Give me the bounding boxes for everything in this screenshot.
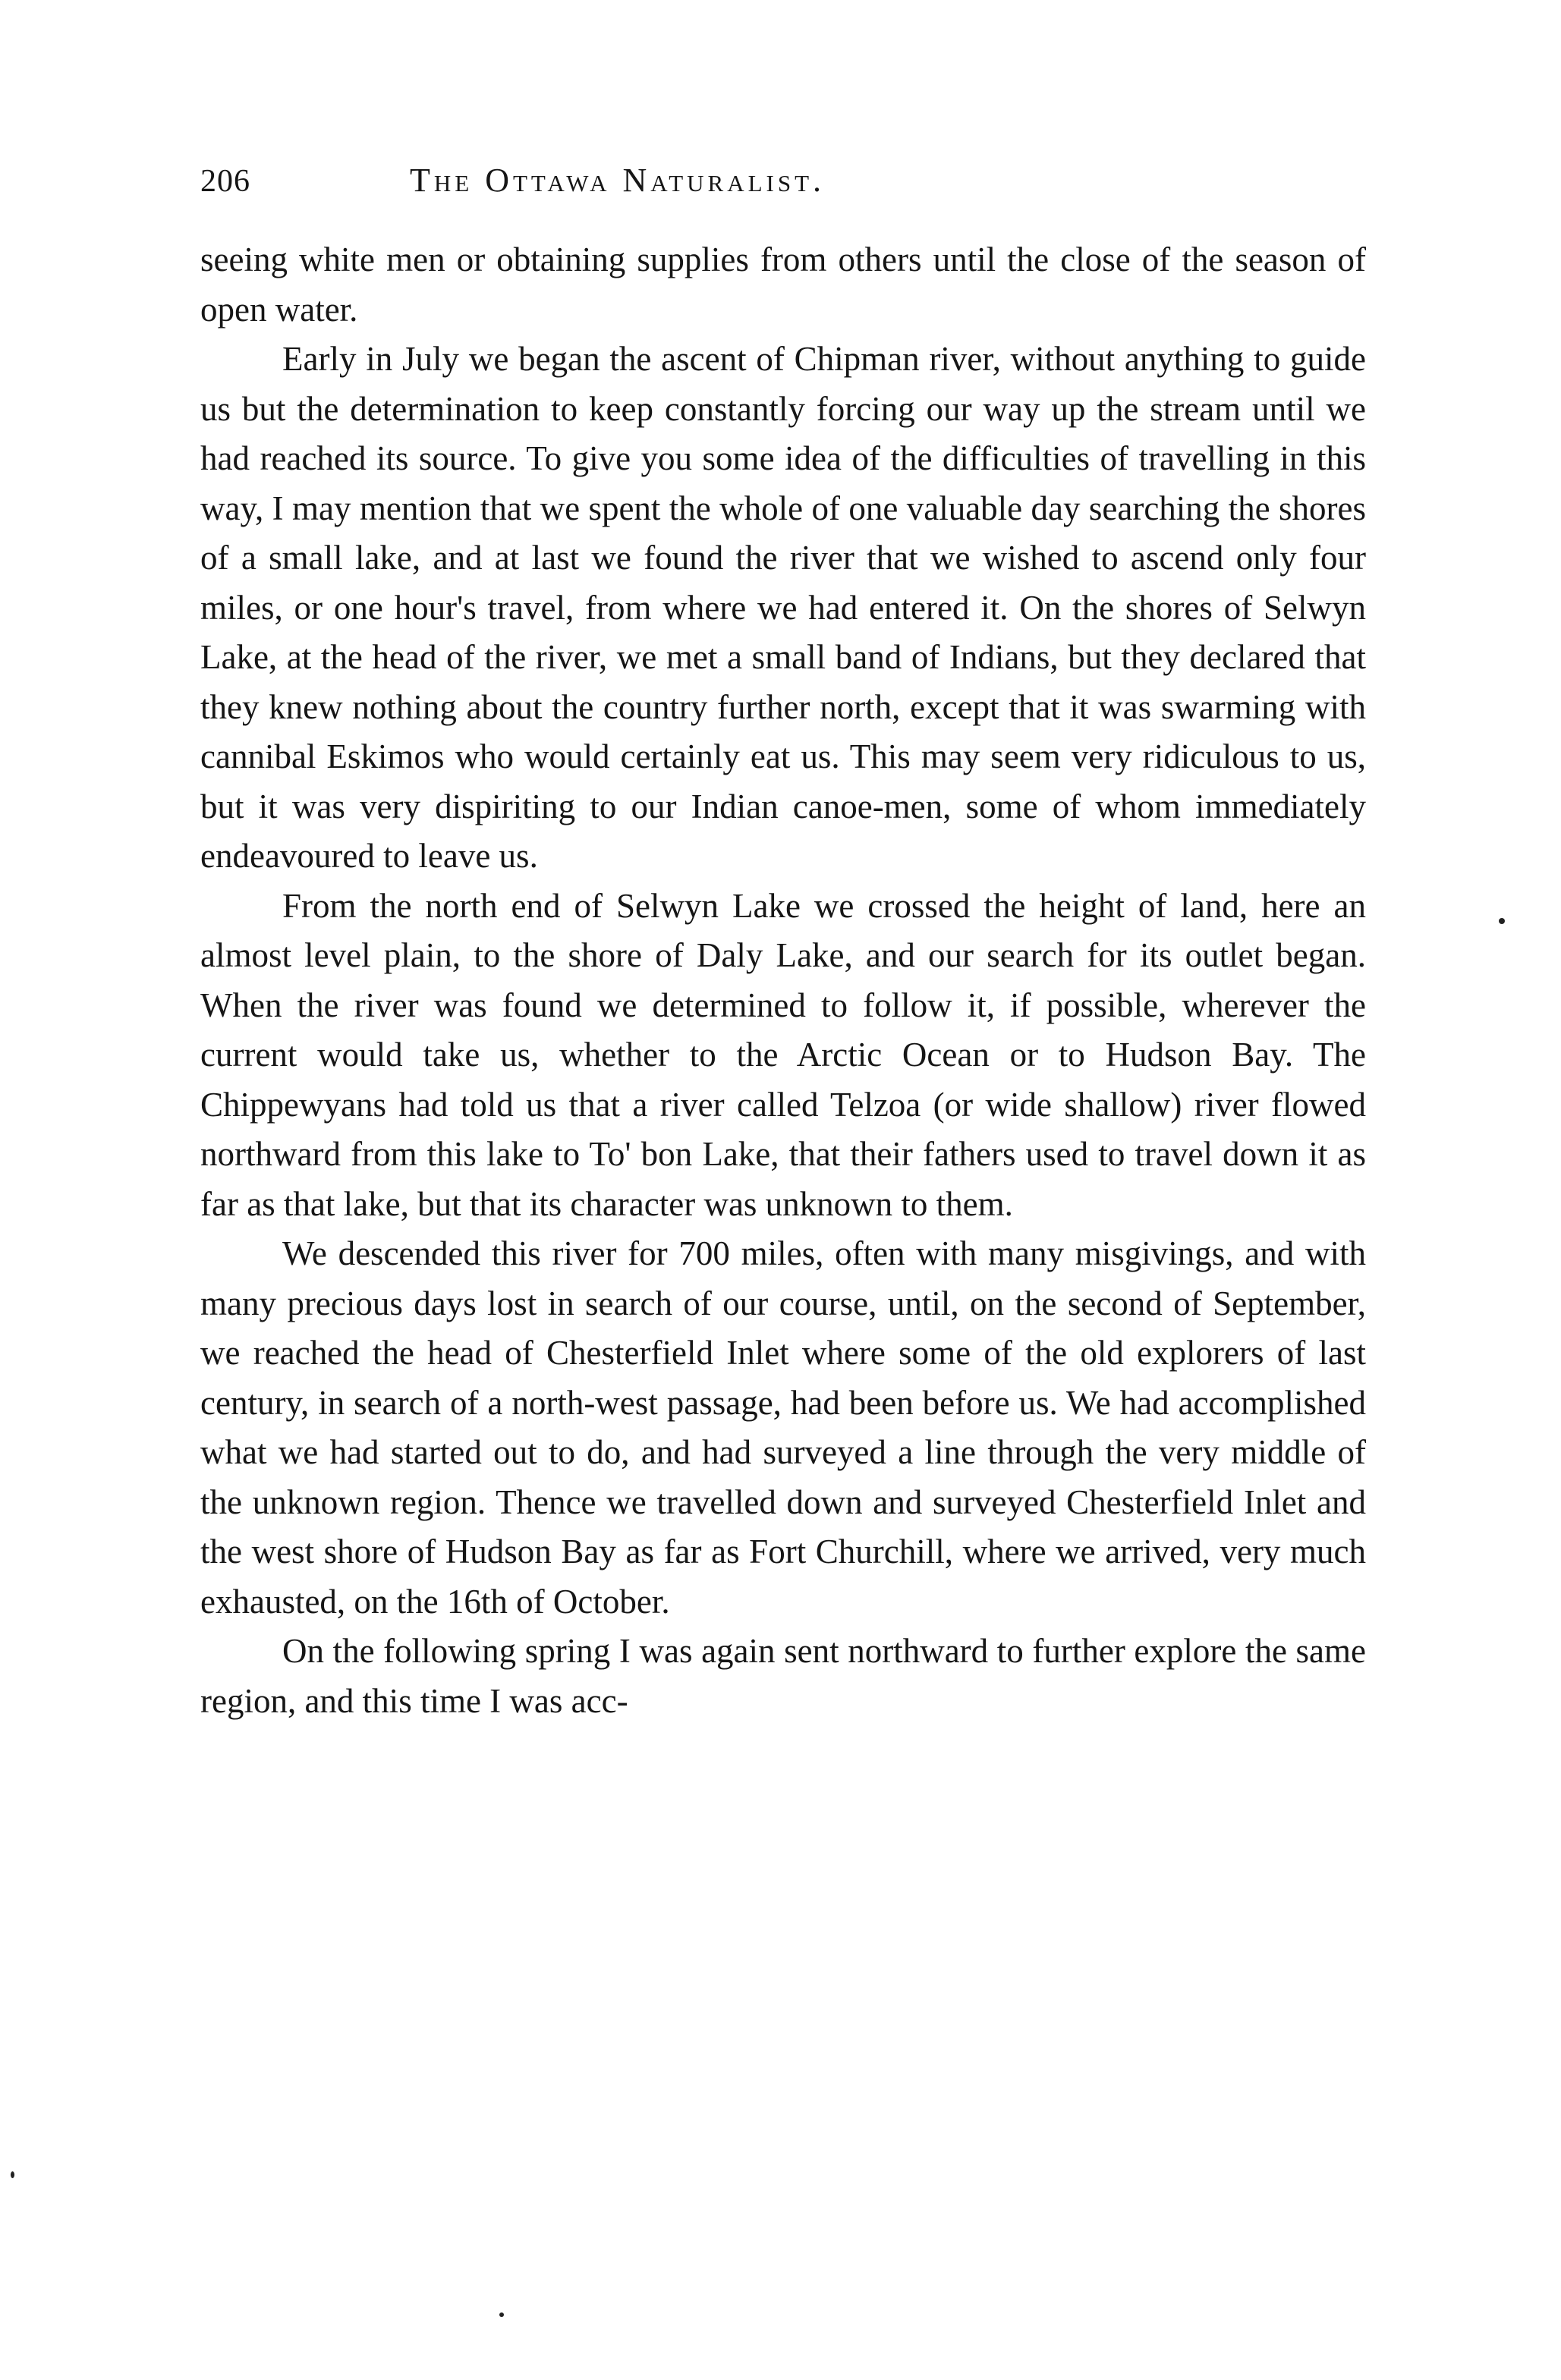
scan-speck: [499, 2312, 504, 2317]
scan-speck: [11, 2171, 14, 2178]
paragraph-selwyn-lake: From the north end of Selwyn Lake we crossed the height of land, here an almost level plain, to the shore of Daly Lake, and our search for its outlet began. When the river was found we determined to follow it, if possible, wherever the current would take us, whether to the Arctic Ocean or to Hudson Bay. The Chippewyans had told us that a river called Telzoa (or wide shallow) river flowed northward from this lake to To' bon Lake, that their fathers used to travel down it as far as that lake, but that its character was unknown to them.: [200, 886, 1366, 1223]
book-page: [200, 161, 1366, 1726]
paragraph-continuation: seeing white men or obtaining supplies from others until the close of the season of open water.: [200, 241, 1366, 329]
paragraph-chipman-river: Early in July we began the ascent of Chipman river, without anything to guide us but the determination to keep constantly forcing our way up the stream until we had reached its source. To give you some idea of the difficulties of travelling in this way, I may mention that we spent the whole of one valuable day searching the shores of a small lake, and at last we found the river that we wished to ascend only four miles, or one hour's travel, from where we had entered it. On the shores of Selwyn Lake, at the head of the river, we met a small band of Indians, but they declared that they knew nothing about the country further north, except that it was swarming with cannibal Eskimos who would certainly eat us. This may seem very ridiculous to us, but it was very dispiriting to our Indian canoe-men, some of whom immediately endeavoured to leave us.: [200, 340, 1366, 875]
page-number: 206: [200, 164, 250, 199]
paragraph-telzoa-river: We descended this river for 700 miles, often with many misgivings, and with many precious days lost in search of our course, until, on the second of September, we reached the head of Chesterfield Inlet where some of the old explorers of last century, in search of a north-west passage, had been before us. We had accomplished what we had started out to do, and had surveyed a line through the very middle of the unknown region. Thence we travelled down and surveyed Chesterfield Inlet and the west shore of Hudson Bay as far as Fort Churchill, where we arrived, very much exhausted, on the 16th of October.: [200, 1234, 1366, 1621]
body-text: [200, 235, 1366, 1726]
journal-title: The Ottawa Naturalist.: [410, 162, 826, 199]
paragraph-following-spring: On the following spring I was again sent northward to further explore the same region, and this time I was acc-: [200, 1632, 1366, 1720]
running-head: [200, 161, 1366, 222]
scan-speck: [1499, 918, 1505, 924]
